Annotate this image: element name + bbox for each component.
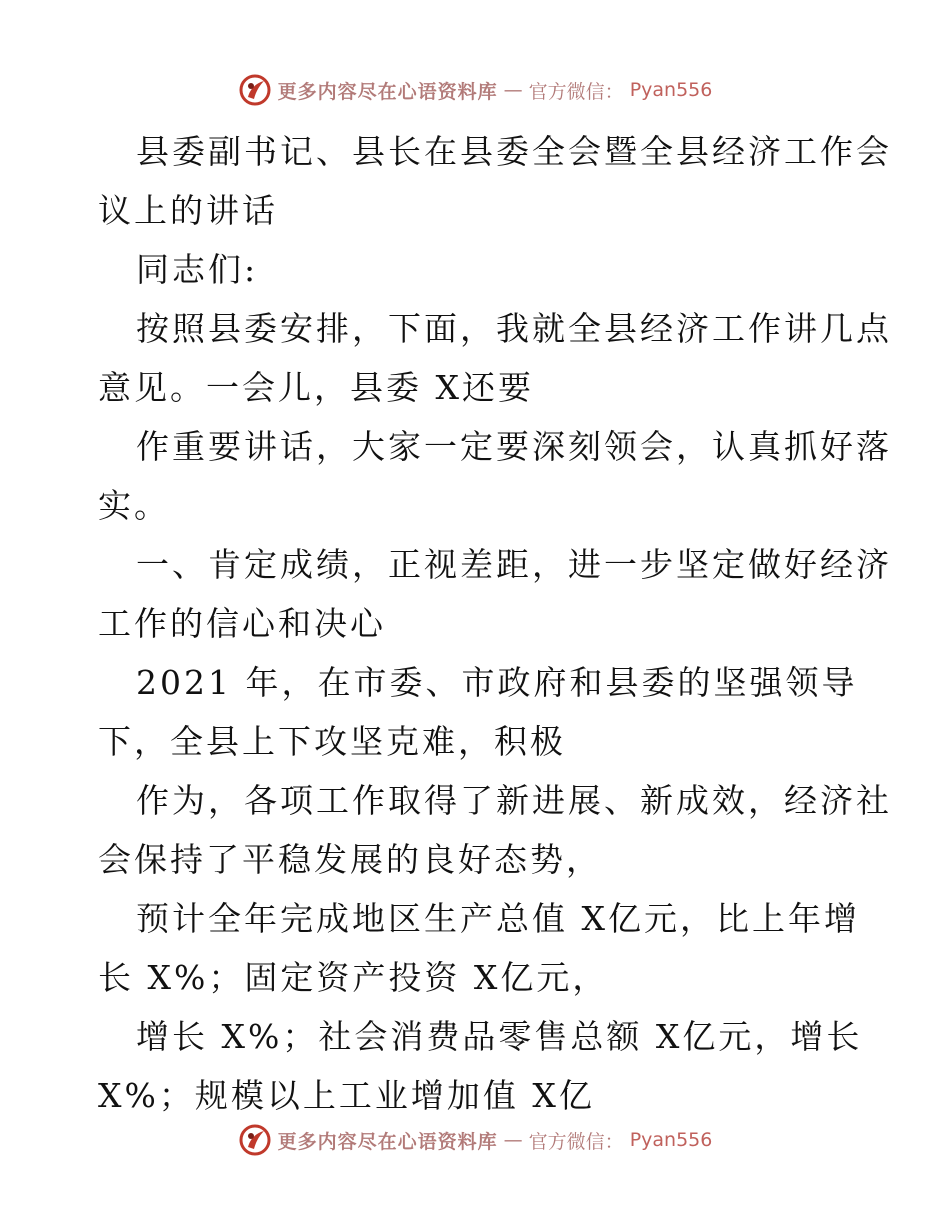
text-line: 同志们: [136, 250, 259, 289]
footer-banner [0, 1120, 950, 1160]
text-line: 按照县委安排，下面，我就全县经济工作讲几点 [136, 309, 892, 348]
text-line: X%；规模以上工业增加值 X亿 [98, 1076, 595, 1115]
banner-wechat-id: Pyan556 [629, 1129, 713, 1151]
text-line: 作为，各项工作取得了新进展、新成效，经济社 [136, 781, 892, 820]
text-line: 增长 X%；社会消费品零售总额 X亿元，增长 [136, 1017, 863, 1056]
banner-text: 更多内容尽在心语资料库 [277, 80, 498, 103]
banner-dash: — [503, 79, 523, 101]
text-line: 实。 [98, 486, 170, 525]
document-body [98, 122, 892, 1125]
banner-text: 更多内容尽在心语资料库 [277, 1130, 498, 1153]
logo-icon [238, 1123, 272, 1157]
text-line: 工作的信心和决心 [98, 604, 386, 643]
banner-dash: — [503, 1129, 523, 1151]
text-line: 长 X%；固定资产投资 X亿元， [98, 958, 609, 997]
text-line: 一、肯定成绩，正视差距，进一步坚定做好经济 [136, 545, 892, 584]
text-line: 2021 年，在市委、市政府和县委的坚强领导 [136, 663, 858, 702]
text-line: 预计全年完成地区生产总值 X亿元，比上年增 [136, 899, 860, 938]
text-line: 下，全县上下攻坚克难，积极 [98, 722, 566, 761]
logo-icon [238, 73, 272, 107]
banner-wechat-label: 官方微信： [528, 80, 624, 103]
text-line: 作重要讲话，大家一定要深刻领会，认真抓好落 [136, 427, 892, 466]
banner-wechat-id: Pyan556 [629, 79, 713, 101]
text-line: 会保持了平稳发展的良好态势， [98, 840, 602, 879]
banner-wechat-label: 官方微信： [528, 1130, 624, 1153]
text-line: 意见。一会儿，县委 X还要 [98, 368, 534, 407]
header-banner [0, 70, 950, 110]
text-line: 议上的讲话 [98, 191, 278, 230]
text-line: 县委副书记、县长在县委全会暨全县经济工作会 [136, 132, 892, 171]
